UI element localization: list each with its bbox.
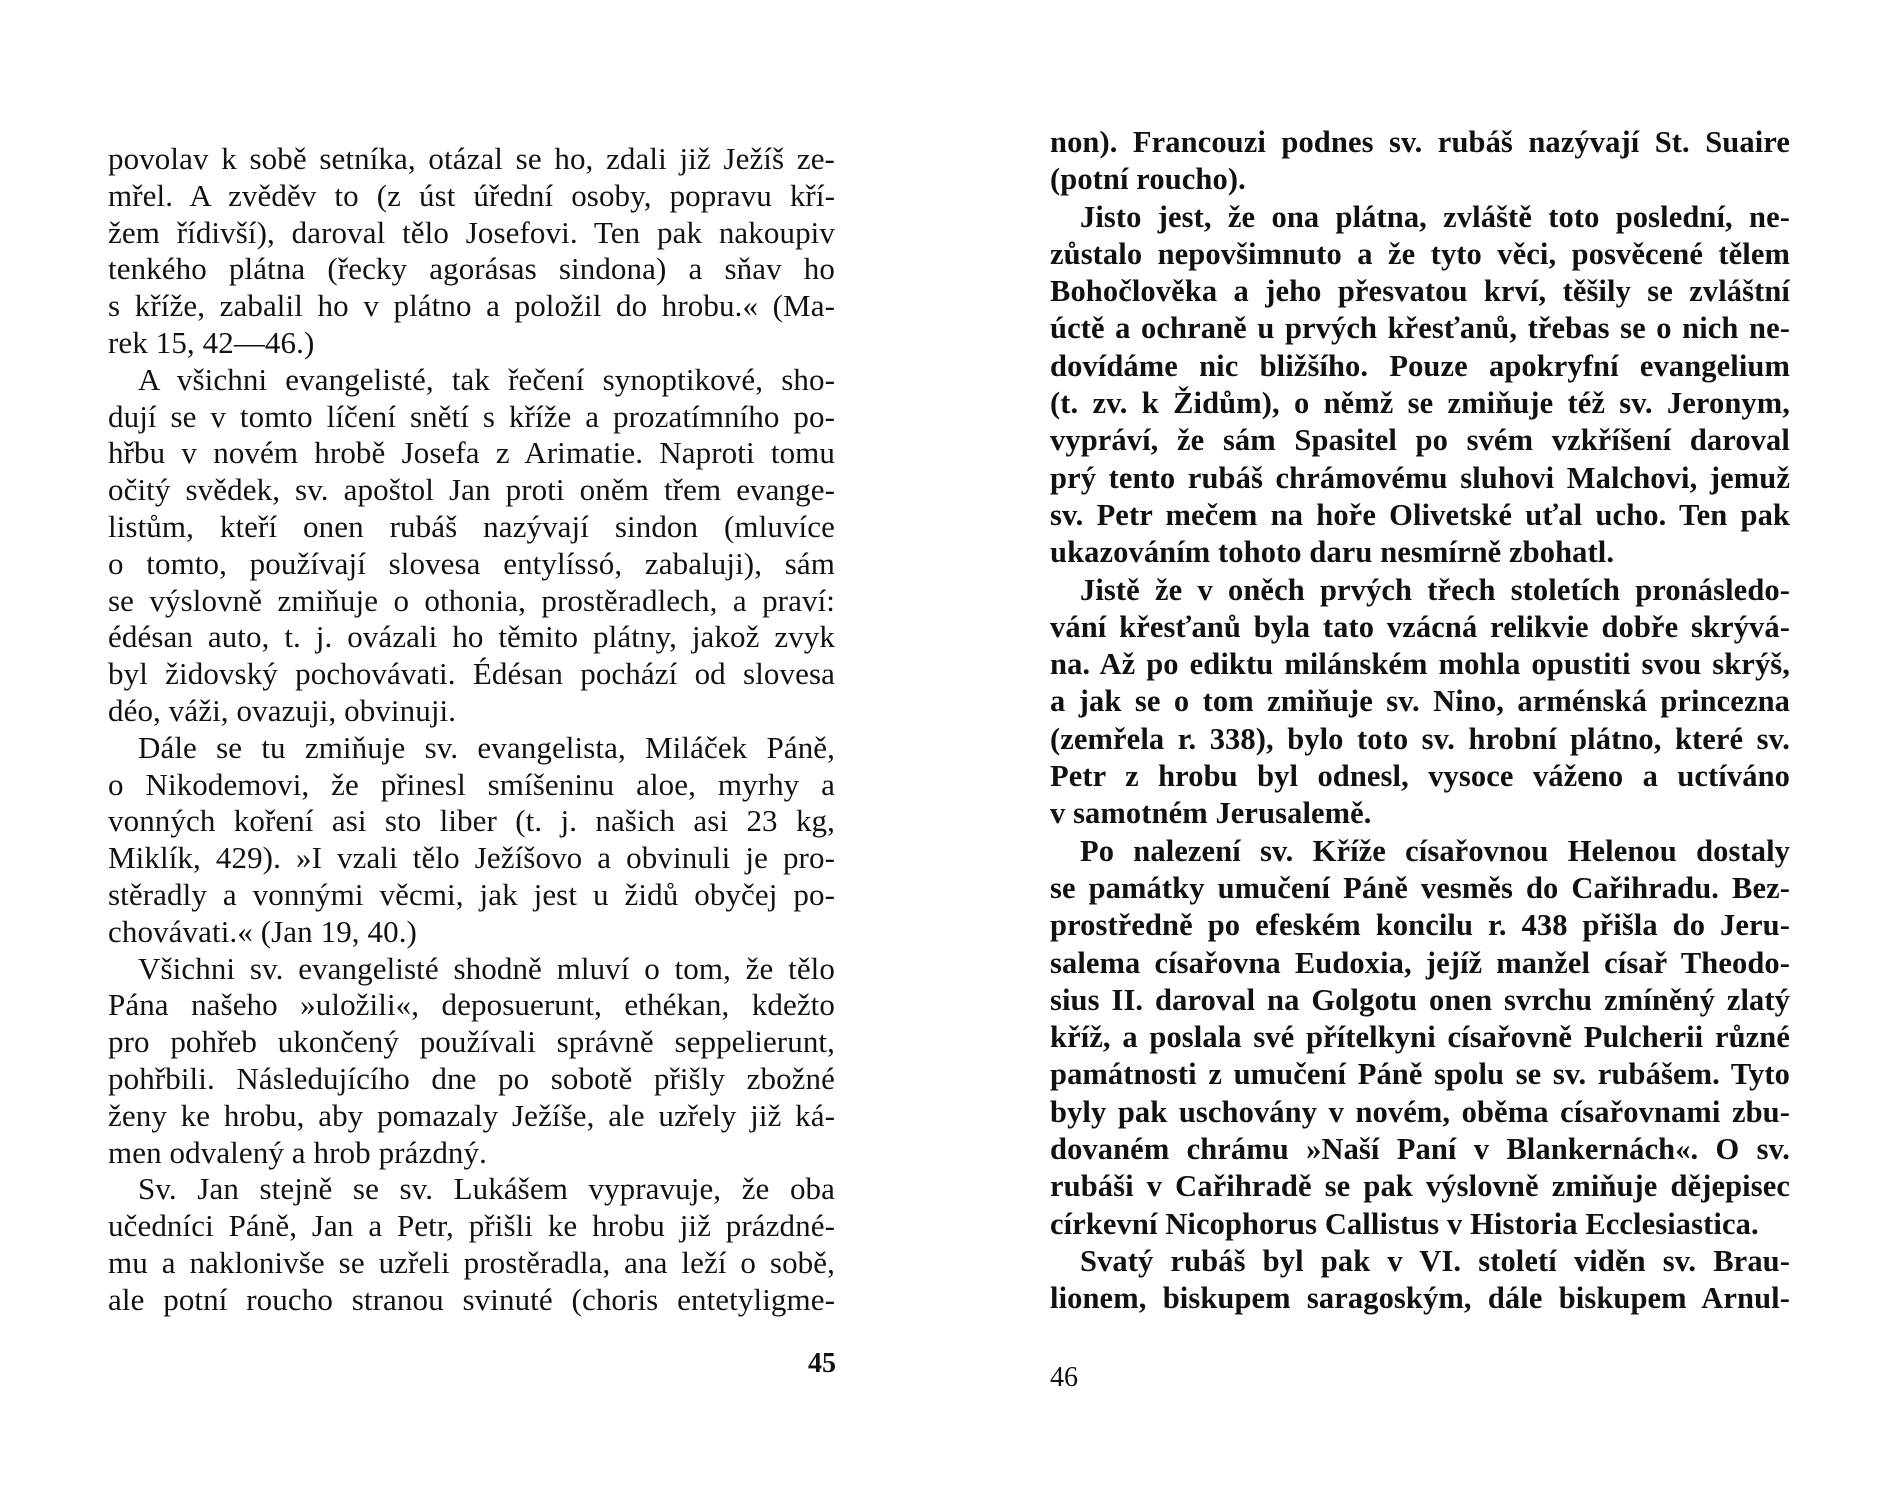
text-line: hřbu v novém hrobě Josefa z Arimatie. Naproti tomu: [108, 435, 835, 471]
text-line: prý tento rubáš chrámovému sluhovi Malchovi, jemuž: [1050, 460, 1790, 495]
text-line: o tomto, používají slovesa entylíssó, zabaluji), sám: [108, 545, 835, 581]
text-line: men odvalený a hrob prázdný.: [108, 1134, 487, 1170]
text-line: dují se v tomto líčení snětí s kříže a prozatímního po-: [108, 398, 835, 434]
text-line: Jistě že v oněch prvých třech stoletích pronásledo-: [1080, 572, 1790, 607]
text-line: byl židovský pochovávati. Édésan pochází od slovesa: [108, 656, 835, 692]
text-line: ale potní roucho stranou svinuté (choris entetyligme-: [108, 1281, 835, 1317]
text-line: památnosti z umučení Páně spolu se sv. rubášem. Tyto: [1050, 1057, 1790, 1092]
text-line: rubáši v Cařihradě se pak výslovně zmiňuje dějepisec: [1050, 1169, 1790, 1204]
text-line: v samotném Jerusalemě.: [1050, 796, 1372, 831]
text-line: stěradly a vonnými věcmi, jak jest u židů obyčej po-: [108, 876, 835, 912]
text-line: byly pak uschovány v novém, oběma císařovnami zbu-: [1050, 1094, 1790, 1129]
text-line: o Nikodemovi, že přinesl smíšeninu aloe, myrhy a: [108, 766, 835, 802]
text-line: Pána našeho »uložili«, deposuerunt, ethékan, kdežto: [108, 987, 835, 1023]
left-page-number: 45: [808, 1348, 836, 1379]
text-line: ženy ke hrobu, aby pomazaly Ježíše, ale uzřely již ká-: [108, 1097, 835, 1133]
text-line: úctě a ochraně u prvých křesťanů, třebas se o nich ne-: [1050, 311, 1790, 346]
text-line: mřel. A zvěděv to (z úst úřední osoby, popravu kří-: [108, 177, 835, 213]
text-line: chovávati.« (Jan 19, 40.): [108, 913, 417, 949]
left-page-text: [108, 141, 835, 1319]
right-page: [947, 0, 1894, 1500]
text-line: Miklík, 429). »I vzali tělo Ježíšovo a obvinuli je pro-: [108, 840, 835, 876]
text-line: pro pohřeb ukončený používali správně seppelierunt,: [108, 1024, 835, 1060]
text-line: povolav k sobě setníka, otázal se ho, zdali již Ježíš ze-: [108, 141, 835, 176]
text-line: zůstalo nepovšimnuto a že tyto věci, posvěcené tělem: [1050, 236, 1790, 271]
text-line: mu a naklonivše se uzřeli prostěradla, ana leží o sobě,: [108, 1244, 835, 1280]
text-line: pohřbili. Následujícího dne po sobotě přišly zbožné: [108, 1060, 835, 1096]
text-line: dovídáme nic bližšího. Pouze apokryfní evangelium: [1050, 348, 1790, 383]
text-line: édésan auto, t. j. ovázali ho těmito plátny, jakož zvyk: [108, 619, 835, 655]
text-line: s kříže, zabalil ho v plátno a položil do hrobu.« (Ma-: [108, 288, 835, 324]
text-line: prostředně po efeském koncilu r. 438 přišla do Jeru-: [1050, 908, 1790, 943]
text-line: Sv. Jan stejně se sv. Lukášem vypravuje, že oba: [138, 1171, 835, 1207]
text-line: rek 15, 42—46.): [108, 324, 315, 360]
text-line: sv. Petr mečem na hoře Olivetské uťal ucho. Ten pak: [1050, 497, 1790, 532]
text-line: vonných koření asi sto liber (t. j. našich asi 23 kg,: [108, 803, 835, 839]
text-line: lionem, biskupem saragoským, dále biskupem Arnul-: [1050, 1281, 1790, 1316]
text-line: tenkého plátna (řecky agorásas sindona) a sňav ho: [108, 251, 835, 287]
text-line: listům, kteří onen rubáš nazývají sindon (mluvíce: [108, 508, 835, 544]
right-page-text: [1050, 124, 1790, 1318]
text-line: salema císařovna Eudoxia, jejíž manžel císař Theodo-: [1050, 945, 1790, 980]
text-line: Svatý rubáš byl pak v VI. století viděn sv. Brau-: [1080, 1243, 1790, 1278]
text-line: na. Až po ediktu milánském mohla opustiti svou skrýš,: [1050, 647, 1790, 682]
text-line: se památky umučení Páně vesměs do Cařihradu. Bez-: [1050, 870, 1790, 905]
text-line: církevní Nicophorus Callistus v Historia Ecclesiastica.: [1050, 1206, 1759, 1241]
text-line: učedníci Páně, Jan a Petr, přišli ke hrobu již prázdné-: [108, 1208, 835, 1244]
text-line: se výslovně zmiňuje o othonia, prostěradlech, a praví:: [108, 582, 835, 618]
text-line: vypráví, že sám Spasitel po svém vzkříšení daroval: [1050, 423, 1790, 458]
text-line: žem řídivší), daroval tělo Josefovi. Ten pak nakoupiv: [108, 214, 835, 250]
text-line: vání křesťanů byla tato vzácná relikvie dobře skrývá-: [1050, 609, 1790, 644]
text-line: (zemřela r. 338), bylo toto sv. hrobní plátno, které sv.: [1050, 721, 1790, 756]
text-line: sius II. daroval na Golgotu onen svrchu zmíněný zlatý: [1050, 982, 1790, 1017]
text-line: dovaném chrámu »Naší Paní v Blankernách«. O sv.: [1050, 1132, 1790, 1167]
text-line: a jak se o tom zmiňuje sv. Nino, arménská princezna: [1050, 684, 1790, 719]
text-line: (potní roucho).: [1050, 162, 1246, 197]
text-line: A všichni evangelisté, tak řečení synoptikové, sho-: [138, 361, 835, 397]
text-line: Všichni sv. evangelisté shodně mluví o tom, že tělo: [138, 950, 835, 986]
text-line: Bohočlověka a jeho přesvatou krví, těšily se zvláštní: [1050, 274, 1790, 309]
text-line: (t. zv. k Židům), o němž se zmiňuje též sv. Jeronym,: [1050, 386, 1790, 421]
text-line: Jisto jest, že ona plátna, zvláště toto poslední, ne-: [1080, 199, 1790, 234]
text-line: očitý svědek, sv. apoštol Jan proti oněm třem evange-: [108, 472, 835, 508]
text-line: non). Francouzi podnes sv. rubáš nazývají St. Suaire: [1050, 125, 1790, 159]
text-line: kříž, a poslala své přítelkyni císařovně Pulcherii různé: [1050, 1020, 1790, 1055]
text-line: ukazováním tohoto daru nesmírně zbohatl.: [1050, 535, 1615, 570]
text-line: Po nalezení sv. Kříže císařovnou Helenou dostaly: [1080, 833, 1790, 868]
text-line: Petr z hrobu byl odnesl, vysoce váženo a uctíváno: [1050, 759, 1790, 794]
right-page-number: 46: [1050, 1362, 1078, 1393]
text-line: Dále se tu zmiňuje sv. evangelista, Miláček Páně,: [138, 729, 835, 765]
text-line: déo, váži, ovazuji, obvinuji.: [108, 692, 457, 728]
